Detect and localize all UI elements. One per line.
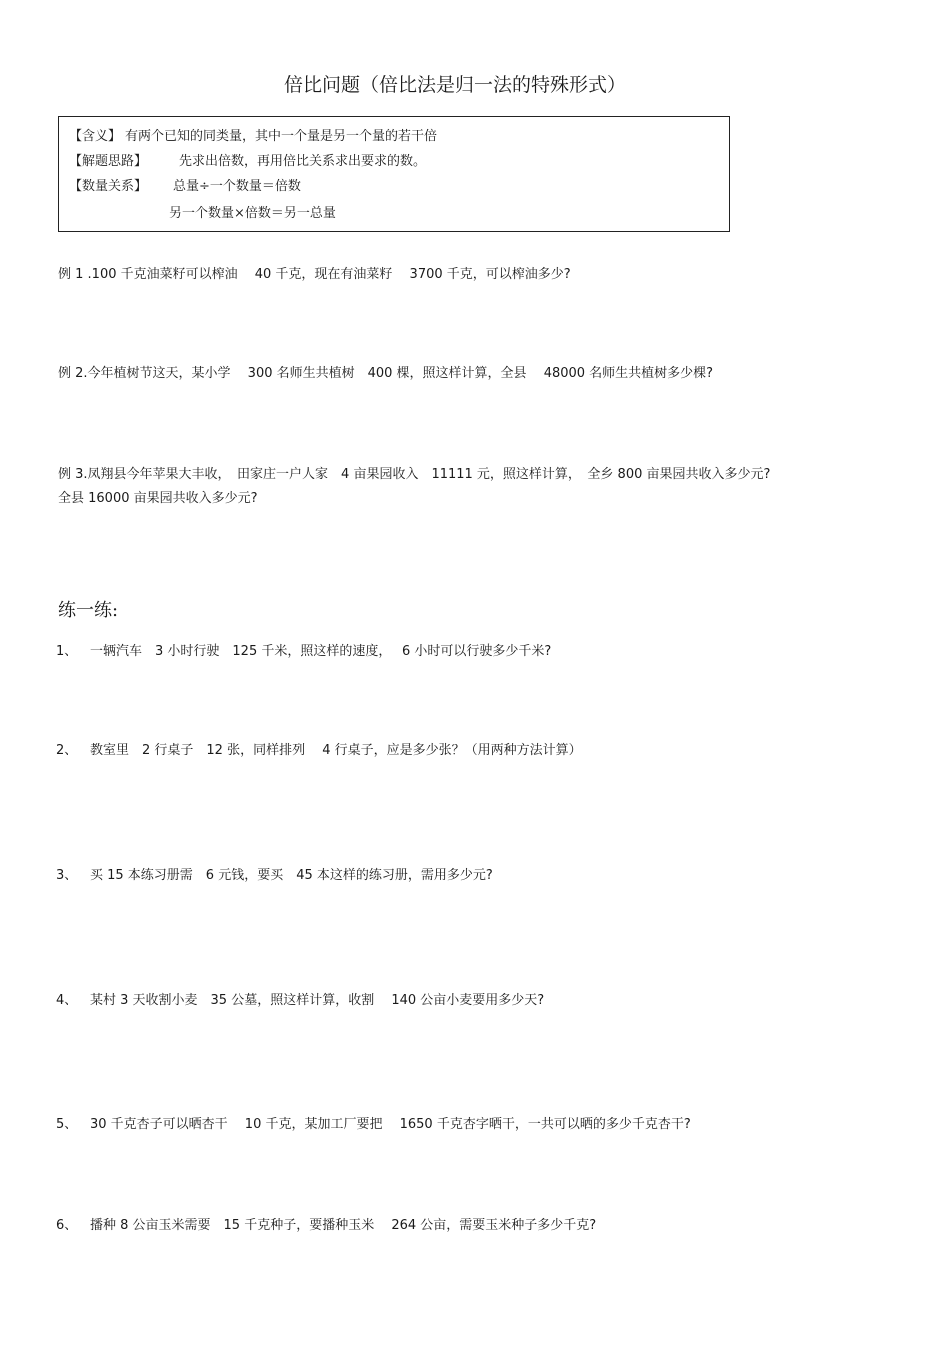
practice-number: 5、	[56, 1117, 78, 1132]
practice-heading: 练一练:	[58, 600, 119, 621]
practice-number: 6、	[56, 1218, 78, 1233]
practice-text: 教室里 2 行桌子 12 张，同样排列 4 行桌子，应是多少张？（用两种方法计算）	[90, 743, 582, 758]
meaning-text: 有两个已知的同类量，其中一个量是另一个量的若干倍	[125, 129, 438, 144]
practice-number: 2、	[56, 743, 78, 758]
practice-number: 3、	[56, 868, 78, 883]
practice-number: 4、	[56, 993, 78, 1008]
example-3: 例 3.凤翔县今年苹果大丰收， 田家庄一户人家 4 亩果园收入 11111 元，照这样计算， 全乡 800 亩果园共收入多少元?	[58, 467, 771, 482]
practice-text: 买 15 本练习册需 6 元钱，要买 45 本这样的练习册，需用多少元?	[90, 868, 493, 883]
page-title: 倍比问题（倍比法是归一法的特殊形式）	[283, 74, 626, 96]
relation-formula-1: 总量÷一个数量＝倍数	[173, 179, 301, 194]
example-3-continued: 全县 16000 亩果园共收入多少元?	[58, 491, 258, 506]
example-1: 例 1 .100 千克油菜籽可以榨油 40 千克，现在有油菜籽 3700 千克，可以榨油多少?	[58, 267, 571, 282]
practice-text: 30 千克杏子可以晒杏干 10 千克，某加工厂要把 1650 千克杏字晒干，一共可以晒的多少千克杏干?	[90, 1117, 691, 1132]
practice-text: 播种 8 公亩玉米需要 15 千克种子，要播种玉米 264 公亩，需要玉米种子多少千克?	[90, 1218, 597, 1233]
relation-label: 【数量关系】	[69, 179, 148, 194]
example-2: 例 2.今年植树节这天，某小学 300 名师生共植树 400 棵，照这样计算，全县 48000 名师生共植树多少棵?	[58, 366, 714, 381]
approach-label: 【解题思路】	[69, 154, 148, 169]
practice-text: 某村 3 天收割小麦 35 公墓，照这样计算，收割 140 公亩小麦要用多少天?	[90, 993, 545, 1008]
approach-text: 先求出倍数，再用倍比关系求出要求的数。	[179, 154, 427, 169]
meaning-label: 【含义】	[69, 129, 122, 144]
info-box	[58, 116, 730, 232]
relation-formula-2: 另一个数量×倍数＝另一总量	[169, 206, 336, 221]
practice-text: 一辆汽车 3 小时行驶 125 千米，照这样的速度， 6 小时可以行驶多少千米?	[90, 644, 552, 659]
practice-number: 1、	[56, 644, 78, 659]
